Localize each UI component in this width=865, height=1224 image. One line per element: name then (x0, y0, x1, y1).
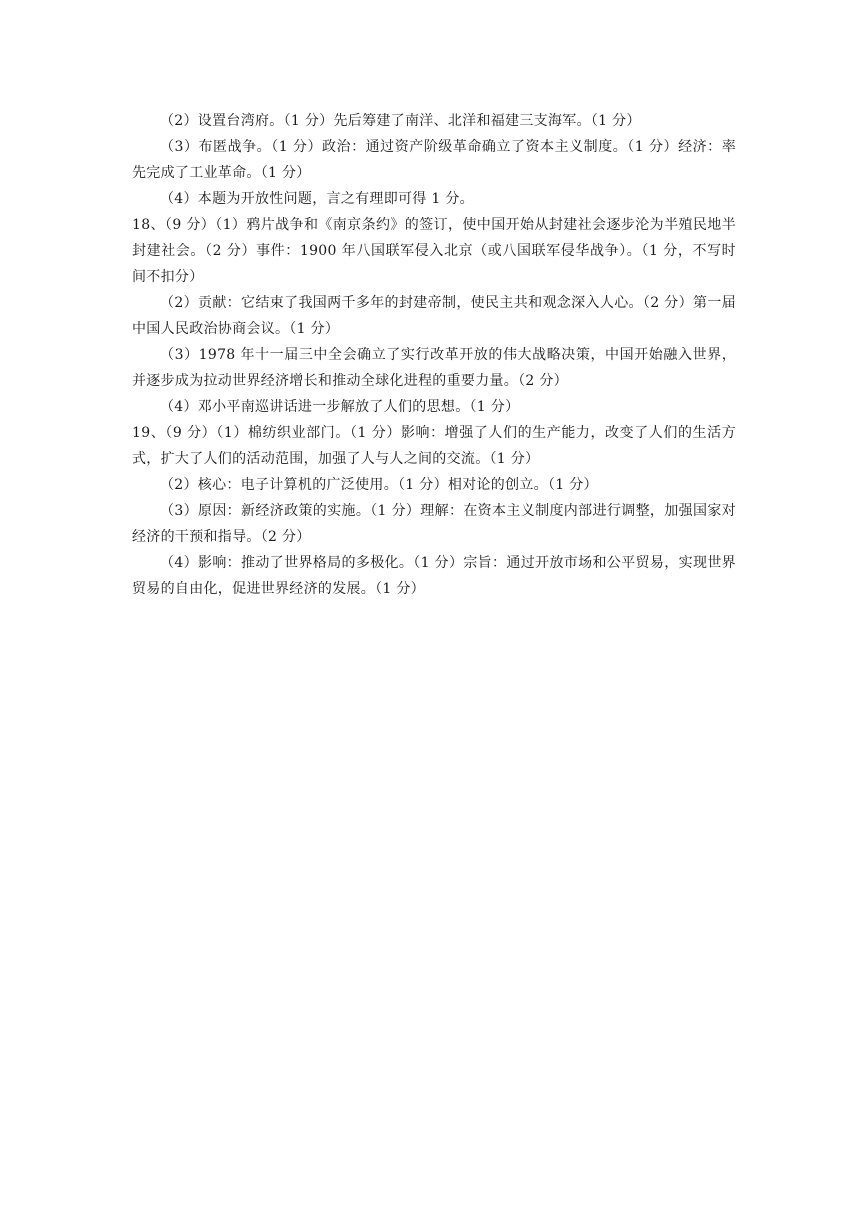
answer-17-part-3: （3）布匿战争。（1 分）政治：通过资产阶级革命确立了资本主义制度。（1 分）经济：率先完成了工业革命。（1 分） (132, 139, 736, 181)
answer-19-part-2: （2）核心：电子计算机的广泛使用。（1 分）相对论的创立。（1 分） (160, 477, 598, 493)
answer-17-part-4: （4）本题为开放性问题，言之有理即可得 1 分。 (160, 191, 474, 207)
answer-18-part-1: 18、（9 分）（1）鸦片战争和《南京条约》的签订，使中国开始从封建社会逐步沦为半殖民地半封建社会。（2 分）事件：1900 年八国联军侵入北京（或八国联军侵华战争）。（1 分，不写时间不扣分） (132, 217, 736, 285)
answer-18-part-3: （3）1978 年十一届三中全会确立了实行改革开放的伟大战略决策，中国开始融入世界，并逐步成为拉动世界经济增长和推动全球化进程的重要力量。（2 分） (132, 347, 736, 389)
answer-18-part-4: （4）邓小平南巡讲话进一步解放了人们的思想。（1 分） (160, 399, 520, 415)
answer-19-part-4: （4）影响：推动了世界格局的多极化。（1 分）宗旨：通过开放市场和公平贸易，实现世界贸易的自由化，促进世界经济的发展。（1 分） (132, 555, 736, 597)
answer-18-part-2: （2）贡献：它结束了我国两千多年的封建帝制，使民主共和观念深入人心。（2 分）第一届中国人民政治协商会议。（1 分） (132, 295, 736, 337)
answer-19-part-3: （3）原因：新经济政策的实施。（1 分）理解：在资本主义制度内部进行调整，加强国家对经济的干预和指导。（2 分） (132, 503, 736, 545)
answer-17-part-2: （2）设置台湾府。（1 分）先后筹建了南洋、北洋和福建三支海军。（1 分） (160, 113, 641, 129)
answer-key-body (132, 108, 736, 602)
answer-19-part-1: 19、（9 分）（1）棉纺织业部门。（1 分）影响：增强了人们的生产能力，改变了人们的生活方式，扩大了人们的活动范围，加强了人与人之间的交流。（1 分） (132, 425, 736, 467)
